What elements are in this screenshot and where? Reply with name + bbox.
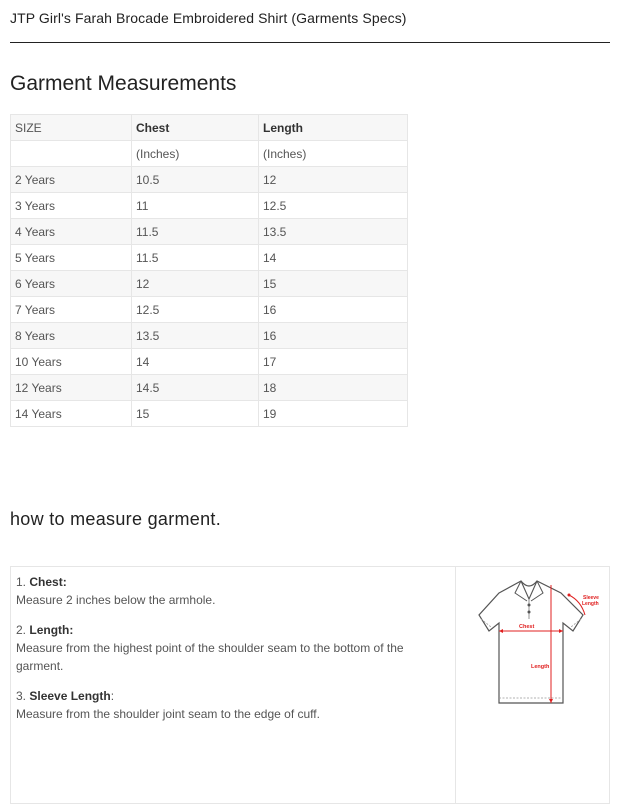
shirt-measure-diagram	[469, 571, 609, 711]
step-number: 3.	[16, 689, 27, 703]
guide-divider	[455, 567, 456, 803]
table-units-row	[11, 141, 408, 167]
chest-cell: 12.5	[132, 297, 259, 323]
step-label: Chest:	[29, 575, 67, 589]
page-title: JTP Girl's Farah Brocade Embroidered Shirt (Garments Specs)	[10, 10, 407, 26]
title-divider	[10, 42, 610, 43]
units-cell: (Inches)	[132, 141, 259, 167]
length-cell: 16	[259, 323, 408, 349]
measurements-table	[10, 114, 408, 427]
measurements-heading: Garment Measurements	[10, 72, 237, 95]
step-label-suffix: :	[110, 689, 115, 703]
header-cell: SIZE	[11, 115, 132, 141]
guide-heading: how to measure garment.	[10, 509, 221, 529]
step-label: Sleeve Length	[29, 689, 111, 703]
table-row	[11, 167, 408, 193]
table-row	[11, 271, 408, 297]
chest-cell: 13.5	[132, 323, 259, 349]
size-cell: 4 Years	[11, 219, 132, 245]
step-length	[16, 621, 446, 675]
length-cell: 18	[259, 375, 408, 401]
size-cell: 7 Years	[11, 297, 132, 323]
measure-guide	[10, 566, 610, 804]
length-cell: 14	[259, 245, 408, 271]
size-cell: 12 Years	[11, 375, 132, 401]
table-row	[11, 349, 408, 375]
table-row	[11, 193, 408, 219]
size-cell: 3 Years	[11, 193, 132, 219]
size-cell: 10 Years	[11, 349, 132, 375]
size-cell: 6 Years	[11, 271, 132, 297]
chest-cell: 14.5	[132, 375, 259, 401]
step-text: Measure from the highest point of the shoulder seam to the bottom of the garment.	[16, 641, 404, 673]
size-cell: 2 Years	[11, 167, 132, 193]
length-cell: 12	[259, 167, 408, 193]
step-number: 2.	[16, 623, 27, 637]
step-text: Measure from the shoulder joint seam to the edge of cuff.	[16, 707, 320, 721]
header-cell: Chest	[132, 115, 259, 141]
length-cell: 12.5	[259, 193, 408, 219]
table-row	[11, 323, 408, 349]
chest-label: Chest	[519, 624, 535, 630]
length-cell: 13.5	[259, 219, 408, 245]
length-cell: 17	[259, 349, 408, 375]
step-chest	[16, 573, 446, 609]
size-cell: 5 Years	[11, 245, 132, 271]
length-cell: 15	[259, 271, 408, 297]
length-cell: 19	[259, 401, 408, 427]
table-row	[11, 375, 408, 401]
table-row	[11, 297, 408, 323]
chest-cell: 15	[132, 401, 259, 427]
button-dot	[528, 604, 531, 607]
guide-steps	[16, 573, 446, 735]
table-row	[11, 219, 408, 245]
units-cell	[11, 141, 132, 167]
shirt-outline	[479, 581, 583, 703]
sleeve-label-1: Sleeve	[583, 595, 599, 601]
step-label: Length:	[29, 623, 74, 637]
size-cell: 8 Years	[11, 323, 132, 349]
step-sleeve-length	[16, 687, 446, 723]
table-row	[11, 245, 408, 271]
table-header-row	[11, 115, 408, 141]
chest-cell: 11.5	[132, 219, 259, 245]
chest-cell: 12	[132, 271, 259, 297]
sleeve-label-2: Length	[582, 601, 599, 607]
step-text: Measure 2 inches below the armhole.	[16, 593, 216, 607]
size-cell: 14 Years	[11, 401, 132, 427]
chest-cell: 11.5	[132, 245, 259, 271]
length-cell: 16	[259, 297, 408, 323]
length-label: Length	[531, 664, 550, 670]
chest-cell: 11	[132, 193, 259, 219]
chest-cell: 10.5	[132, 167, 259, 193]
sleeve-point	[568, 594, 571, 597]
header-cell: Length	[259, 115, 408, 141]
step-number: 1.	[16, 575, 27, 589]
units-cell: (Inches)	[259, 141, 408, 167]
chest-cell: 14	[132, 349, 259, 375]
button-dot	[528, 611, 531, 614]
table-row	[11, 401, 408, 427]
